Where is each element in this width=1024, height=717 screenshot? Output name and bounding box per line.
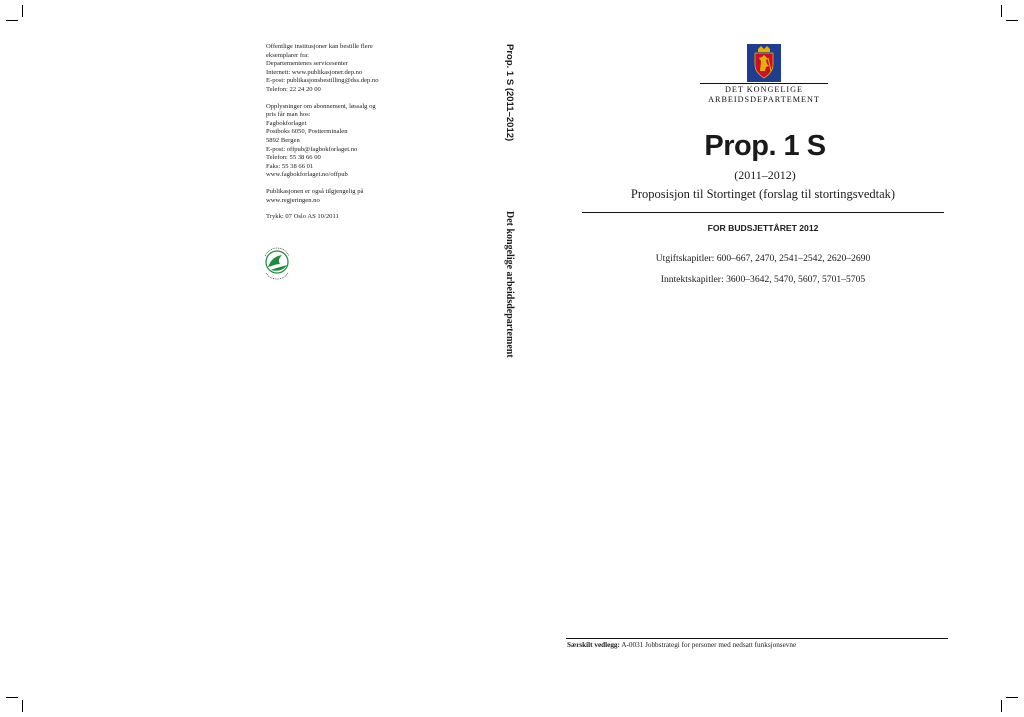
order-info-line: Internett: www.publikasjoner.dep.no	[266, 68, 363, 76]
subscription-info-line: Fagbokforlaget	[266, 119, 307, 127]
department-name	[700, 83, 828, 104]
spine	[504, 44, 520, 384]
subscription-info-line: Opplysninger om abonnement, løssalg og	[266, 102, 376, 110]
subscription-info-line: www.fagbokforlaget.no/offpub	[266, 171, 348, 179]
logo-line-1: DET KONGELIGE	[700, 83, 828, 95]
attachment-label: Særskilt vedlegg:	[567, 641, 620, 649]
order-info-line: Offentlige institusjoner kan bestille flere	[266, 43, 373, 50]
order-info-line: Departementenes servicesenter	[266, 60, 348, 68]
online-info-line: www.regjeringen.no	[266, 196, 320, 204]
footer-divider-line	[566, 638, 948, 639]
crop-mark	[1006, 697, 1018, 698]
crop-mark	[22, 700, 23, 712]
proposition-title: Prop. 1 S	[704, 130, 826, 162]
subscription-info-line: pris får man hos:	[266, 111, 311, 119]
crop-mark	[6, 20, 18, 21]
crop-mark	[6, 697, 18, 698]
order-info-line: eksemplarer fra:	[266, 51, 310, 59]
proposition-subtitle: Proposisjon til Stortinget (forslag til stortingsvedtak)	[630, 187, 896, 201]
crop-mark	[22, 5, 23, 17]
revenue-chapters: Inntektskapitler: 3600–3642, 5470, 5607, 5701–5705	[660, 274, 866, 285]
budget-year: FOR BUDSJETTÅRET 2012	[707, 223, 819, 233]
divider-line	[582, 212, 944, 213]
crop-mark	[1001, 700, 1002, 712]
expenditure-chapters: Utgiftskapitler: 600–667, 2470, 2541–2542, 2620–2690	[655, 253, 871, 264]
attachment-text: A-0031 Jobbstrategi for personer med nedsatt funksjonsevne	[621, 641, 797, 649]
crop-mark	[1001, 5, 1002, 17]
subscription-info-line: Postboks 6050, Postterminalen	[266, 128, 348, 136]
back-cover-info	[266, 43, 466, 222]
session-years: (2011–2012)	[734, 168, 796, 182]
nordic-swan-ecolabel-icon	[262, 246, 292, 282]
subscription-info-line: Faks: 55 38 66 01	[266, 162, 314, 170]
print-info: Trykk: 07 Oslo AS 10/2011	[266, 213, 339, 221]
subscription-info-line: Telefon: 55 38 66 00	[266, 154, 321, 162]
department-logo	[700, 44, 828, 104]
order-info-line: E-post: publikasjonsbestilling@dss.dep.no	[266, 77, 379, 85]
online-info-line: Publikasjonen er også tilgjengelig på	[266, 187, 364, 195]
coat-of-arms-icon	[747, 44, 781, 82]
spine-department: Det kongelige arbeidsdepartement	[504, 211, 515, 358]
logo-line-2: ARBEIDSDEPARTEMENT	[708, 94, 820, 104]
attachment-note	[567, 641, 949, 649]
order-info-line: Telefon: 22 24 20 00	[266, 85, 321, 93]
subscription-info-line: 5892 Bergen	[266, 136, 300, 144]
subscription-info-line: E-post: offpub@fagbokforlaget.no	[266, 145, 358, 153]
spine-title: Prop. 1 S (2011–2012)	[504, 44, 515, 142]
crop-mark	[1006, 20, 1018, 21]
